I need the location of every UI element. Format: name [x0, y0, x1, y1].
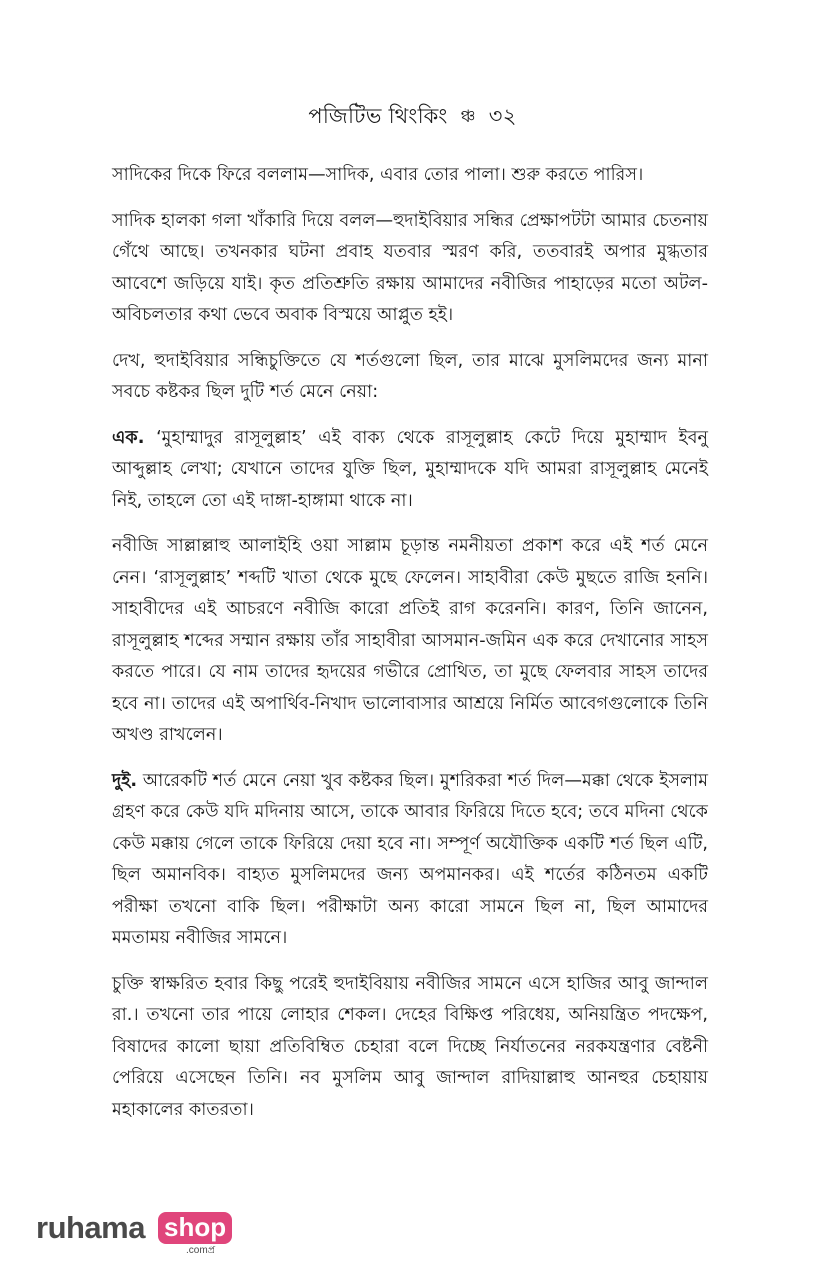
paragraph — [112, 346, 708, 409]
paragraph-condition-one — [112, 423, 708, 518]
paragraph-text: নবীজি সাল্লাল্লাহু আলাইহি ওয়া সাল্লাম চূড়ান্ত নমনীয়তা প্রকাশ করে এই শর্ত মেনে নেন। ‘রাসূলুল্লাহ’ শব্দটি খাতা থেকে মুছে ফেলেন। সাহাবীরা কেউ মুছতে রাজি হননি। সাহাবীদের এই আচরণে নবীজি কারো প্রতিই রাগ করেননি। কারণ, তিনি জানেন, রাসূলুল্লাহ শব্দের সম্মান রক্ষায় তাঁর সাহাবীরা আসমান-জমিন এক করে দেখানোর সাহস করতে পারে। যে নাম তাদের হৃদয়ের গভীরে প্রোথিত, তা মুছে ফেলবার সাহস তাদের হবে না। তাদের এই অপার্থিব-নিখাদ ভালোবাসার আশ্রয়ে নির্মিত আবেগগুলোকে তিনি অখণ্ড রাখলেন। — [112, 536, 708, 745]
paragraph — [112, 969, 708, 1127]
running-header — [0, 100, 825, 135]
paragraph-text: আরেকটি শর্ত মেনে নেয়া খুব কষ্টকর ছিল। মুশরিকরা শর্ত দিল—মক্কা থেকে ইসলাম গ্রহণ করে কেউ যদি মদিনায় আসে, তাকে আবার ফিরিয়ে দিতে হবে; তবে মদিনা থেকে কেউ মক্কায় গেলে তাকে ফিরিয়ে দেয়া হবে না। সম্পূর্ণ অযৌক্তিক একটি শর্ত ছিল এটি, ছিল অমানবিক। বাহ্যত মুসলিমদের জন্য অপমানকর। এই শর্তের কঠিনতম একটি পরীক্ষা তখনো বাকি ছিল। পরীক্ষাটা অন্য কারো সামনে ছিল না, ছিল আমাদের মমতাময় নবীজির সামনে। — [112, 770, 708, 948]
book-title: পজিটিভ থিংকিং — [308, 104, 448, 128]
ruhama-shop-logo — [36, 1210, 236, 1254]
paragraph-condition-two — [112, 766, 708, 955]
paragraph — [112, 206, 708, 332]
logo-shop-badge: shop — [158, 1212, 232, 1244]
body-text — [112, 160, 708, 1140]
paragraph-text: দেখ, হুদাইবিয়ার সন্ধিচুক্তিতে যে শর্তগুলো ছিল, তার মাঝে মুসলিমদের জন্য মানা সবচে কষ্টকর ছিল দুটি শর্ত মেনে নেয়া: — [112, 350, 708, 402]
paragraph-lead: এক. — [112, 427, 145, 448]
logo-brand-text: ruhama — [36, 1210, 145, 1245]
paragraph-text: সাদিকের দিকে ফিরে বললাম—সাদিক, এবার তোর পালা। শুরু করতে পারিস। — [112, 165, 644, 185]
paragraph-lead: দুই. — [112, 770, 138, 791]
paragraph-text: সাদিক হালকা গলা খাঁকারি দিয়ে বলল—হুদাইবিয়ার সন্ধির প্রেক্ষাপটটা আমার চেতনায় গেঁথে আছে। তখনকার ঘটনা প্রবাহ যতবার স্মরণ করি, ততবারই অপার মুগ্ধতার আবেশে জড়িয়ে যাই। কৃত প্রতিশ্রুতি রক্ষায় আমাদের নবীজির পাহাড়ের মতো অটল-অবিচলতার কথা ভেবে অবাক বিস্ময়ে আপ্লুত হই। — [112, 210, 708, 325]
paragraph — [112, 531, 708, 752]
header-ornament: ঞ্চ — [460, 107, 476, 127]
paragraph-text: চুক্তি স্বাক্ষরিত হবার কিছু পরেই হুদাইবিয়ায় নবীজির সামনে এসে হাজির আবু জান্দাল রা.। তখনো তার পায়ে লোহার শেকল। দেহের বিক্ষিপ্ত পরিধেয়, অনিয়ন্ত্রিত পদক্ষেপ, বিষাদের কালো ছায়া প্রতিবিম্বিত চেহারা বলে দিচ্ছে নির্যাতনের নরকযন্ত্রণার বেষ্টনী পেরিয়ে এসেছেন তিনি। নব মুসলিম আবু জান্দাল রাদিয়াল্লাহু আনহুর চেহায়ায় মহাকালের কাতরতা। — [112, 973, 708, 1120]
paragraph — [112, 160, 708, 192]
logo-domain-text: .comপ্র — [186, 1245, 216, 1256]
page-number: ৩২ — [488, 104, 517, 128]
paragraph-text: ‘মুহাম্মাদুর রাসূলুল্লাহ’ এই বাক্য থেকে রাসূলুল্লাহ কেটে দিয়ে মুহাম্মাদ ইবনু আব্দুল্লাহ লেখা; যেখানে তাদের যুক্তি ছিল, মুহাম্মাদকে যদি আমরা রাসূলুল্লাহ মেনেই নিই, তাহলে তো এই দাঙ্গা-হাঙ্গামা থাকে না। — [112, 427, 708, 511]
